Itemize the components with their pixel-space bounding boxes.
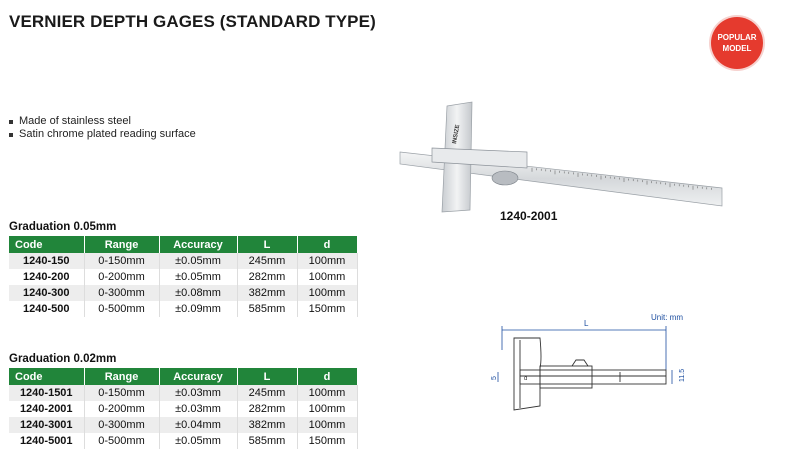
table-row [9, 401, 357, 417]
cell-d: 100mm [297, 385, 357, 401]
graduation-label: Graduation 0.05mm [9, 221, 117, 233]
cell-d: 150mm [297, 301, 357, 317]
cell-range: 0-500mm [84, 433, 159, 449]
cell-range: 0-300mm [84, 285, 159, 301]
cell-code: 1240-300 [9, 285, 84, 301]
product-code-caption: 1240-2001 [500, 209, 558, 223]
cell-accuracy: ±0.05mm [159, 269, 237, 285]
dimension-drawing [480, 310, 700, 430]
col-header-accuracy: Accuracy [159, 236, 237, 253]
cell-d: 100mm [297, 417, 357, 433]
feature-item [9, 115, 196, 128]
feature-list [9, 115, 196, 141]
spec-table [9, 236, 358, 317]
col-header-l: L [237, 236, 297, 253]
cell-range: 0-150mm [84, 253, 159, 269]
col-header-d: d [297, 236, 357, 253]
dim-label-left: 5 [491, 376, 498, 380]
col-header-l: L [237, 368, 297, 385]
unit-label: Unit: mm [651, 313, 683, 322]
bullet-icon [9, 120, 13, 124]
cell-accuracy: ±0.03mm [159, 385, 237, 401]
cell-l: 282mm [237, 401, 297, 417]
cell-d: 100mm [297, 285, 357, 301]
col-header-range: Range [84, 368, 159, 385]
dim-label-d: d [524, 376, 528, 382]
cell-l: 382mm [237, 285, 297, 301]
table-row [9, 385, 357, 401]
dim-label-l: L [584, 319, 589, 328]
cell-accuracy: ±0.04mm [159, 417, 237, 433]
cell-accuracy: ±0.03mm [159, 401, 237, 417]
col-header-code: Code [9, 368, 84, 385]
bullet-icon [9, 133, 13, 137]
col-header-code: Code [9, 236, 84, 253]
cell-d: 100mm [297, 269, 357, 285]
cell-range: 0-150mm [84, 385, 159, 401]
cell-l: 585mm [237, 301, 297, 317]
cell-l: 585mm [237, 433, 297, 449]
cell-accuracy: ±0.08mm [159, 285, 237, 301]
col-header-accuracy: Accuracy [159, 368, 237, 385]
table-row [9, 253, 357, 269]
cell-code: 1240-500 [9, 301, 84, 317]
table-row [9, 301, 357, 317]
cell-code: 1240-2001 [9, 401, 84, 417]
cell-l: 245mm [237, 385, 297, 401]
badge-line-1: POPULAR [717, 33, 757, 42]
cell-code: 1240-5001 [9, 433, 84, 449]
graduation-label: Graduation 0.02mm [9, 353, 117, 365]
cell-d: 100mm [297, 401, 357, 417]
cell-accuracy: ±0.05mm [159, 253, 237, 269]
dim-label-right: 11.5 [679, 368, 686, 382]
cell-l: 382mm [237, 417, 297, 433]
cell-range: 0-200mm [84, 269, 159, 285]
feature-item [9, 128, 196, 141]
cell-accuracy: ±0.09mm [159, 301, 237, 317]
cell-range: 0-500mm [84, 301, 159, 317]
feature-text: Made of stainless steel [19, 115, 131, 127]
product-photo [392, 100, 730, 218]
cell-l: 282mm [237, 269, 297, 285]
page-title: VERNIER DEPTH GAGES (STANDARD TYPE) [9, 12, 376, 31]
brand-mark: INSIZE [452, 124, 462, 145]
col-header-range: Range [84, 236, 159, 253]
col-header-d: d [297, 368, 357, 385]
badge-line-2: MODEL [722, 44, 752, 53]
cell-code: 1240-3001 [9, 417, 84, 433]
spec-table [9, 368, 358, 449]
table-row [9, 433, 357, 449]
cell-l: 245mm [237, 253, 297, 269]
cell-range: 0-300mm [84, 417, 159, 433]
cell-code: 1240-1501 [9, 385, 84, 401]
cell-d: 100mm [297, 253, 357, 269]
cell-accuracy: ±0.05mm [159, 433, 237, 449]
cell-code: 1240-200 [9, 269, 84, 285]
table-row [9, 417, 357, 433]
table-row [9, 269, 357, 285]
table-row [9, 285, 357, 301]
cell-range: 0-200mm [84, 401, 159, 417]
cell-code: 1240-150 [9, 253, 84, 269]
popular-model-badge [711, 17, 763, 69]
feature-text: Satin chrome plated reading surface [19, 128, 196, 140]
cell-d: 150mm [297, 433, 357, 449]
